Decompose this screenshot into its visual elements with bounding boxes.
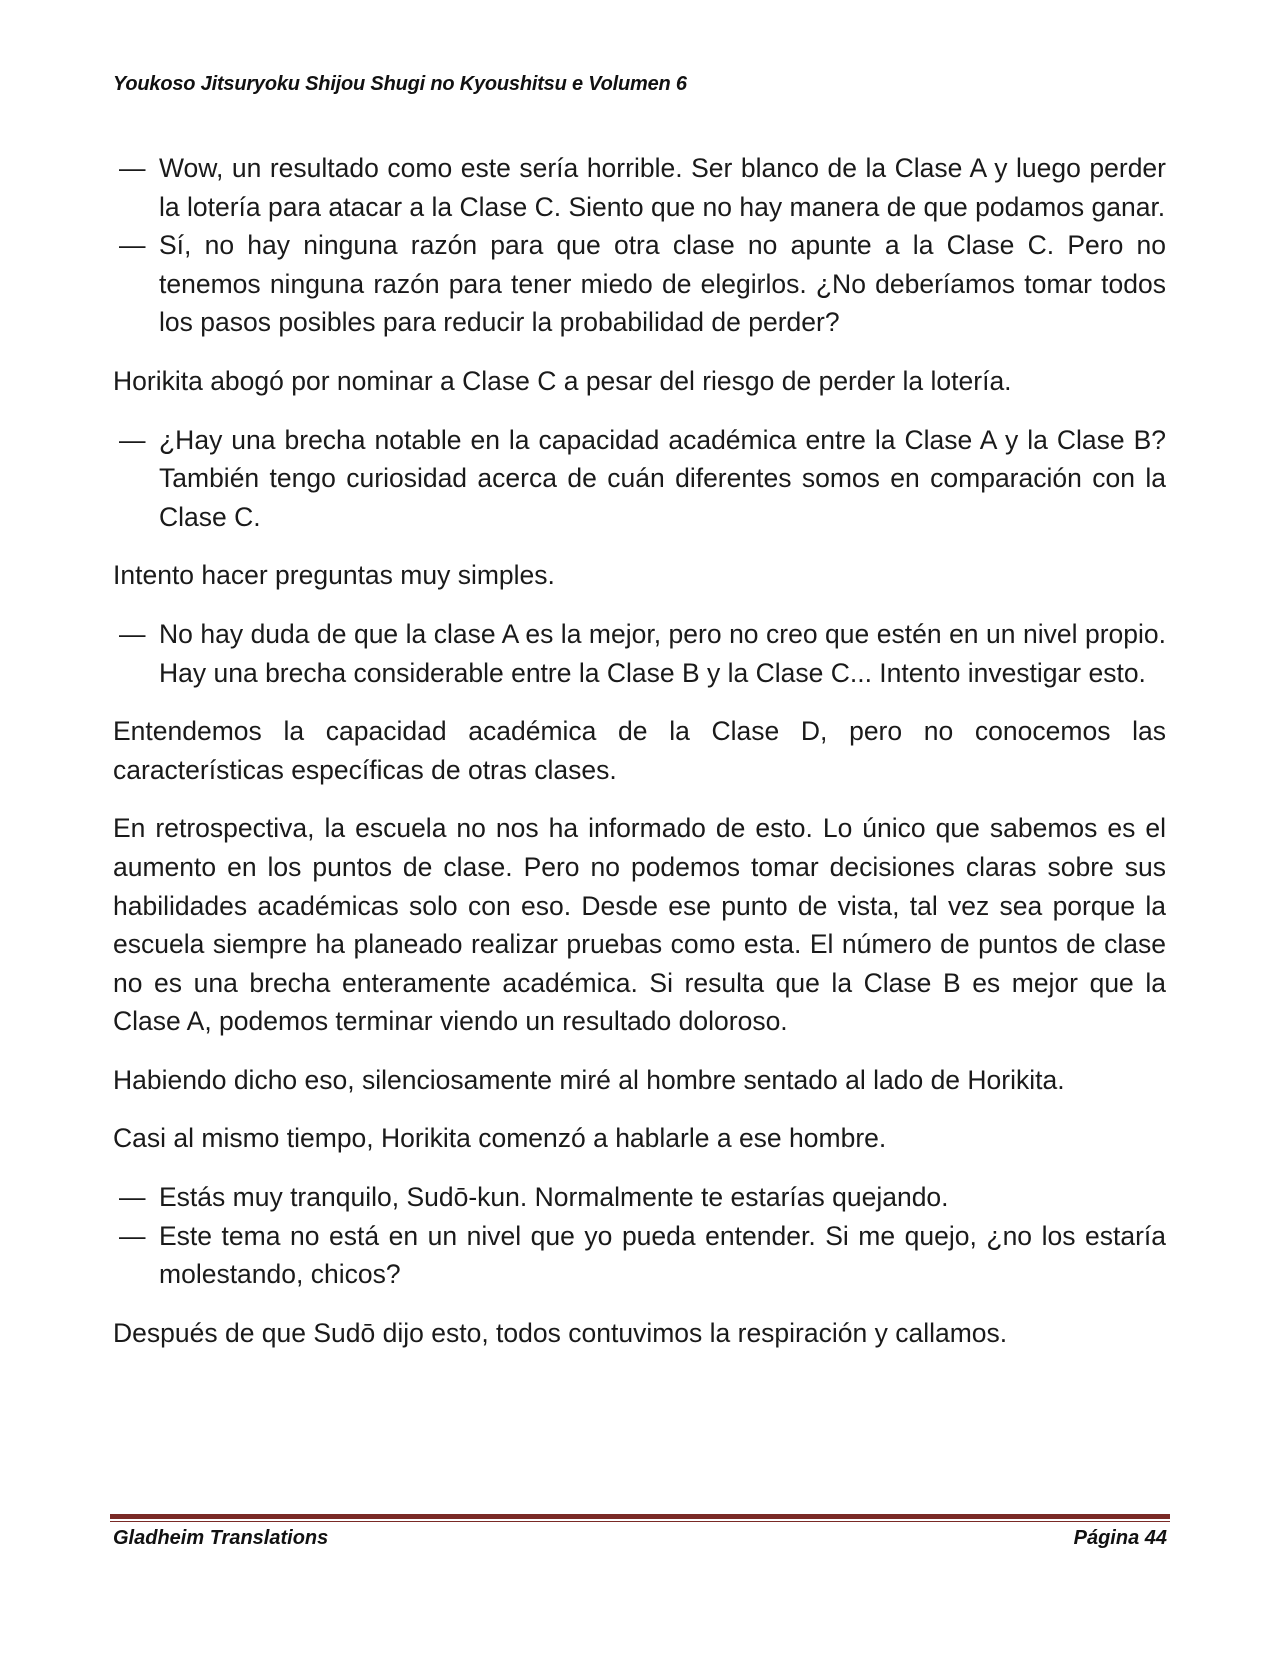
narration-paragraph: En retrospectiva, la escuela no nos ha informado de esto. Lo único que sabemos es el aumento en los puntos de clase. Pero no podemos tomar decisiones claras sobre sus habilidades académicas solo con eso. Desde ese punto de vista, tal vez sea porque la escuela siempre ha planeado realizar pruebas como esta. El número de puntos de clase no es una brecha enteramente académica. Si resulta que la Clase B es mejor que la Clase A, podemos terminar viendo un resultado doloroso. (113, 813, 1166, 1037)
dialogue-line (113, 1217, 1166, 1294)
dialogue-text: Estás muy tranquilo, Sudō-kun. Normalmente te estarías quejando. (159, 1182, 949, 1213)
running-header-title: Youkoso Jitsuryoku Shijou Shugi no Kyoushitsu e Volumen 6 (113, 73, 687, 95)
dialogue-line (113, 149, 1166, 226)
narration-paragraph: Entendemos la capacidad académica de la Clase D, pero no conocemos las características específicas de otras clases. (113, 716, 1166, 785)
dialogue-line (113, 226, 1166, 342)
narration-paragraph: Horikita abogó por nominar a Clase C a pesar del riesgo de perder la lotería. (113, 365, 1012, 396)
dialogue-dash: — (119, 230, 146, 261)
dialogue-line (113, 615, 1166, 692)
footer-page-number: Página 44 (1073, 1527, 1167, 1549)
footer-publisher: Gladheim Translations (113, 1527, 329, 1549)
dialogue-block (113, 149, 1166, 342)
dialogue-text: ¿Hay una brecha notable en la capacidad académica entre la Clase A y la Clase B? También tengo curiosidad acerca de cuán diferentes somos en comparación con la Clase C. (159, 424, 1166, 532)
dialogue-text: Wow, un resultado como este sería horrible. Ser blanco de la Clase A y luego perder la lotería para atacar a la Clase C. Siento que no hay manera de que podamos ganar. (159, 153, 1166, 222)
dialogue-text: Sí, no hay ninguna razón para que otra clase no apunte a la Clase C. Pero no tenemos ninguna razón para tener miedo de elegirlos. ¿No deberíamos tomar todos los pasos posibles para reducir la probabilidad de perder? (159, 230, 1166, 338)
narration-paragraph: Habiendo dicho eso, silenciosamente miré al hombre sentado al lado de Horikita. (113, 1064, 1065, 1095)
footer-rule-thick (110, 1514, 1170, 1519)
narration-paragraph: Después de que Sudō dijo esto, todos contuvimos la respiración y callamos. (113, 1317, 1008, 1348)
dialogue-dash: — (119, 153, 146, 183)
dialogue-dash: — (119, 424, 146, 455)
footer-rule-thin (110, 1521, 1170, 1522)
dialogue-block (113, 421, 1166, 537)
dialogue-dash: — (119, 1182, 146, 1213)
dialogue-text: Este tema no está en un nivel que yo pueda entender. Si me quejo, ¿no los estaría molestando, chicos? (159, 1220, 1166, 1290)
dialogue-block (113, 615, 1166, 692)
narration-paragraph: Intento hacer preguntas muy simples. (113, 560, 555, 591)
dialogue-line (113, 1178, 1166, 1217)
dialogue-block (113, 1178, 1166, 1294)
narration-paragraph: Casi al mismo tiempo, Horikita comenzó a hablarle a ese hombre. (113, 1123, 887, 1154)
dialogue-dash: — (119, 618, 146, 649)
body-text (113, 149, 1166, 1372)
dialogue-line (113, 421, 1166, 537)
dialogue-dash: — (119, 1220, 146, 1251)
dialogue-text: No hay duda de que la clase A es la mejor, pero no creo que estén en un nivel propio. Hay una brecha considerable entre la Clase B y la Clase C... Intento investigar esto. (159, 618, 1166, 688)
